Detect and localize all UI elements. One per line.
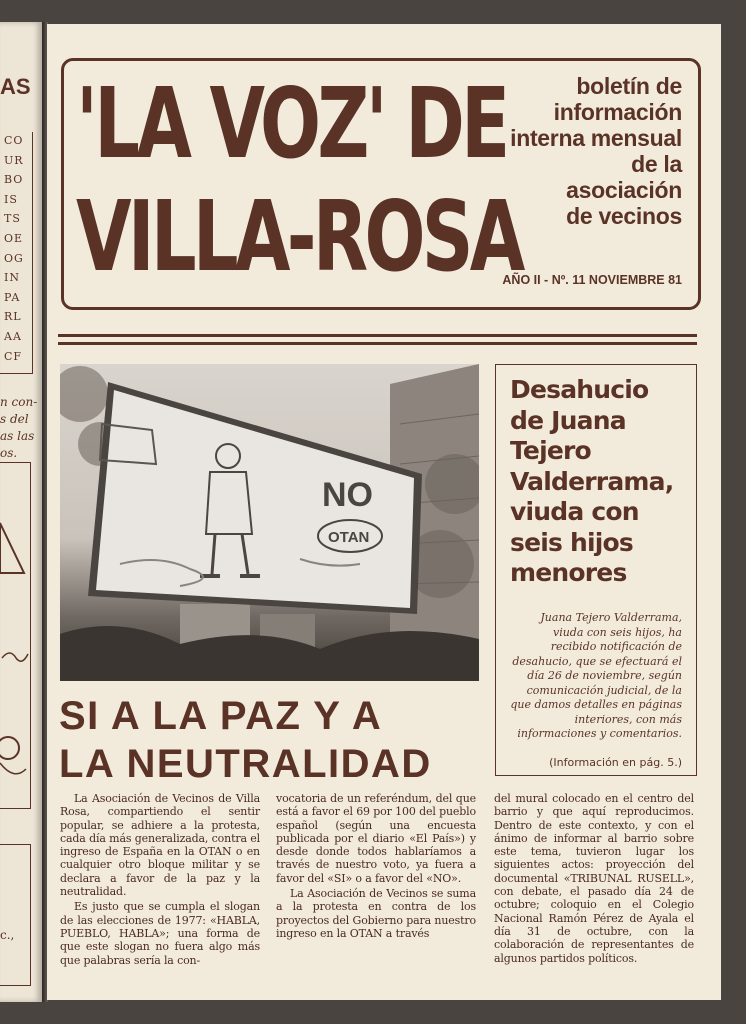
article-paragraph: La Asociación de Vecinos de Villa Rosa, compartiendo el sentir popular, se adhiere a la protesta, cada día más generalizada, contra el ingreso de España en la OTAN o en cualquier otro bloque militar y se declara a favor de la paz y la neutralidad. <box>60 792 260 899</box>
article-paragraph: La Asociación de Vecinos se suma a la protesta en contra de los proyectos del Gobierno para nuestro ingreso en la OTAN a través <box>276 887 476 940</box>
title-line: Tejero <box>510 436 591 465</box>
letter-row: RL <box>4 310 22 324</box>
article-paragraph: del mural colocado en el centro del barrio y que aquí reproducimos. Dentro de este contexto, y con el ánimo de informar al barrio sobre este tema, tuvieron lugar los siguientes actos: proyección del documental «TRIBUNAL RUSELL», con debate, el pasado día 24 de octubre; coloquio en el Colegio Nacional Ramón Pérez de Ayala el día 31 de octubre, con la colaboración de representantes de algunos partidos políticos. <box>494 792 694 965</box>
masthead-title-line2: VILLA-ROSA <box>76 180 522 293</box>
masthead-title-line1: 'LA VOZ' DE <box>76 67 507 180</box>
letter-row: PA <box>4 290 21 304</box>
article-column-1 <box>60 792 260 967</box>
headline-line2: LA NEUTRALIDAD <box>59 742 432 786</box>
article-column-3 <box>494 792 694 965</box>
letter-row: CF <box>4 349 23 363</box>
text-line: n con- <box>0 395 38 409</box>
letter-row: IS <box>4 192 18 206</box>
previous-page-box-bottom <box>0 844 31 986</box>
letter-row: AA <box>4 329 22 343</box>
header-rule-top <box>58 334 697 337</box>
previous-page-strip <box>0 22 42 1002</box>
subtitle-line: asociación <box>566 177 682 203</box>
subtitle-line: de vecinos <box>566 203 682 229</box>
article-column-2 <box>276 792 476 940</box>
letter-row: TS <box>4 212 21 226</box>
previous-page-letter-grid <box>0 132 33 374</box>
letter-row: OE <box>4 231 24 245</box>
page-reference: (Información en pág. 5.) <box>549 756 682 769</box>
previous-page-text <box>0 394 37 462</box>
main-headline <box>59 692 432 788</box>
title-line: menores <box>510 558 627 587</box>
previous-page-bottom-fragment: c., <box>0 928 15 942</box>
header-rule-bottom <box>58 342 697 345</box>
letter-row: CO <box>4 134 24 147</box>
letter-row: OG <box>4 251 24 265</box>
billboard-photo <box>60 364 479 681</box>
headline-line1: SI A LA PAZ Y A <box>59 694 383 738</box>
newspaper-page <box>47 24 721 1000</box>
title-line: de Juana <box>510 405 626 435</box>
eviction-story-title <box>510 375 673 589</box>
title-line: viuda con <box>510 497 639 526</box>
previous-page-title-fragment: AS <box>0 74 31 99</box>
masthead <box>61 58 701 310</box>
text-line: s del <box>0 412 29 426</box>
subtitle-line: boletín de <box>576 73 682 99</box>
eviction-story-box <box>495 364 697 776</box>
article-paragraph: Es justo que se cumpla el slogan de las elecciones de 1977: «HABLA, PUEBLO, HABLA»; una forma de que este slogan no fuera algo más que palabras sería la con- <box>60 900 260 967</box>
letter-row: BO <box>4 173 24 187</box>
doodle-drawing <box>0 463 30 808</box>
subtitle-line: interna mensual <box>510 125 682 151</box>
masthead-title <box>76 67 522 293</box>
title-line: Valderrama, <box>510 466 674 496</box>
billboard-no-text: NO <box>322 476 373 514</box>
letter-row: IN <box>4 271 20 285</box>
text-line: as las <box>0 429 35 443</box>
letter-row: UR <box>4 153 24 167</box>
billboard-otan-text: OTAN <box>328 529 370 546</box>
eviction-story-body: Juana Tejero Valderrama, viuda con seis hijos, ha recibido notificación de desahucio, que se efectuará el día 26 de noviembre, según comunicación judicial, de la que damos detalles en páginas interiores, con más informaciones y comentarios. <box>510 611 682 740</box>
text-line: os. <box>0 446 18 460</box>
previous-page-box <box>0 462 31 809</box>
title-line: seis hijos <box>510 527 633 557</box>
article-paragraph: vocatoria de un referéndum, del que está a favor el 69 por 100 del pueblo español (según una encuesta publicada por el diario «El País») y desde donde todos hablaríamos a través de nuestro voto, ya fuera a favor del «SI» o a favor del «NO». <box>276 792 476 885</box>
issue-info: AÑO II - Nº. 11 NOVIEMBRE 81 <box>502 273 682 287</box>
billboard-illustration <box>60 364 479 681</box>
subtitle-line: información <box>553 99 682 125</box>
title-line: Desahucio <box>510 375 649 404</box>
subtitle-line: de la <box>631 151 682 177</box>
masthead-subtitle <box>510 73 682 229</box>
